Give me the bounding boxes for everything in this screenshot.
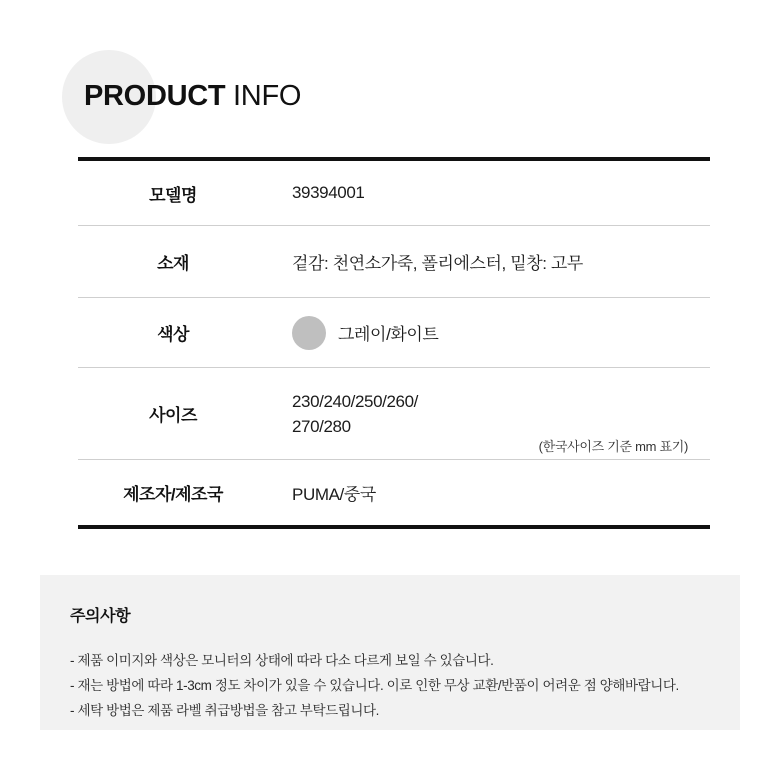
product-spec-table: [78, 157, 710, 529]
table-row: [78, 226, 710, 298]
notice-item: - 제품 이미지와 색상은 모니터의 상태에 따라 다소 다르게 보일 수 있습니다.: [70, 653, 494, 668]
spec-value-color-cell: [268, 298, 710, 367]
spec-label-size: 사이즈: [149, 406, 197, 425]
notice-box: [40, 575, 740, 730]
table-row: [78, 368, 710, 460]
spec-label-color: 색상: [157, 325, 189, 344]
notice-title: 주의사항: [70, 608, 131, 625]
spec-value-material: 겉감: 천연소가죽, 폴리에스터, 밑창: 고무: [292, 254, 583, 273]
page-title-light: INFO: [225, 80, 302, 112]
spec-label-material: 소재: [157, 254, 189, 273]
page-header: [62, 50, 722, 146]
table-row: [78, 298, 710, 368]
spec-value-manufacturer: PUMA/중국: [292, 485, 376, 504]
spec-value-model: 39394001: [292, 183, 365, 202]
spec-label-manufacturer: 제조자/제조국: [123, 485, 223, 504]
table-row: [78, 161, 710, 226]
spec-label-model: 모델명: [149, 185, 197, 205]
spec-value-size-cell: [268, 368, 710, 459]
spec-value-color-text: 그레이/화이트: [338, 325, 439, 344]
notice-item: - 재는 방법에 따라 1-3cm 정도 차이가 있을 수 있습니다. 이로 인한 무상 교환/반품이 어려운 점 양해바랍니다.: [70, 678, 679, 693]
size-line-1: 230/240/250/260/: [292, 391, 418, 411]
page-title: [84, 78, 301, 114]
page-title-bold: PRODUCT: [84, 80, 226, 112]
color-swatch-icon: [292, 316, 326, 350]
size-line-2: 270/280: [292, 416, 351, 436]
notice-item: - 세탁 방법은 제품 라벨 취급방법을 참고 부탁드립니다.: [70, 703, 380, 718]
table-row: [78, 460, 710, 525]
size-block: [292, 389, 710, 454]
size-note: (한국사이즈 기준 mm 표기): [538, 438, 688, 454]
